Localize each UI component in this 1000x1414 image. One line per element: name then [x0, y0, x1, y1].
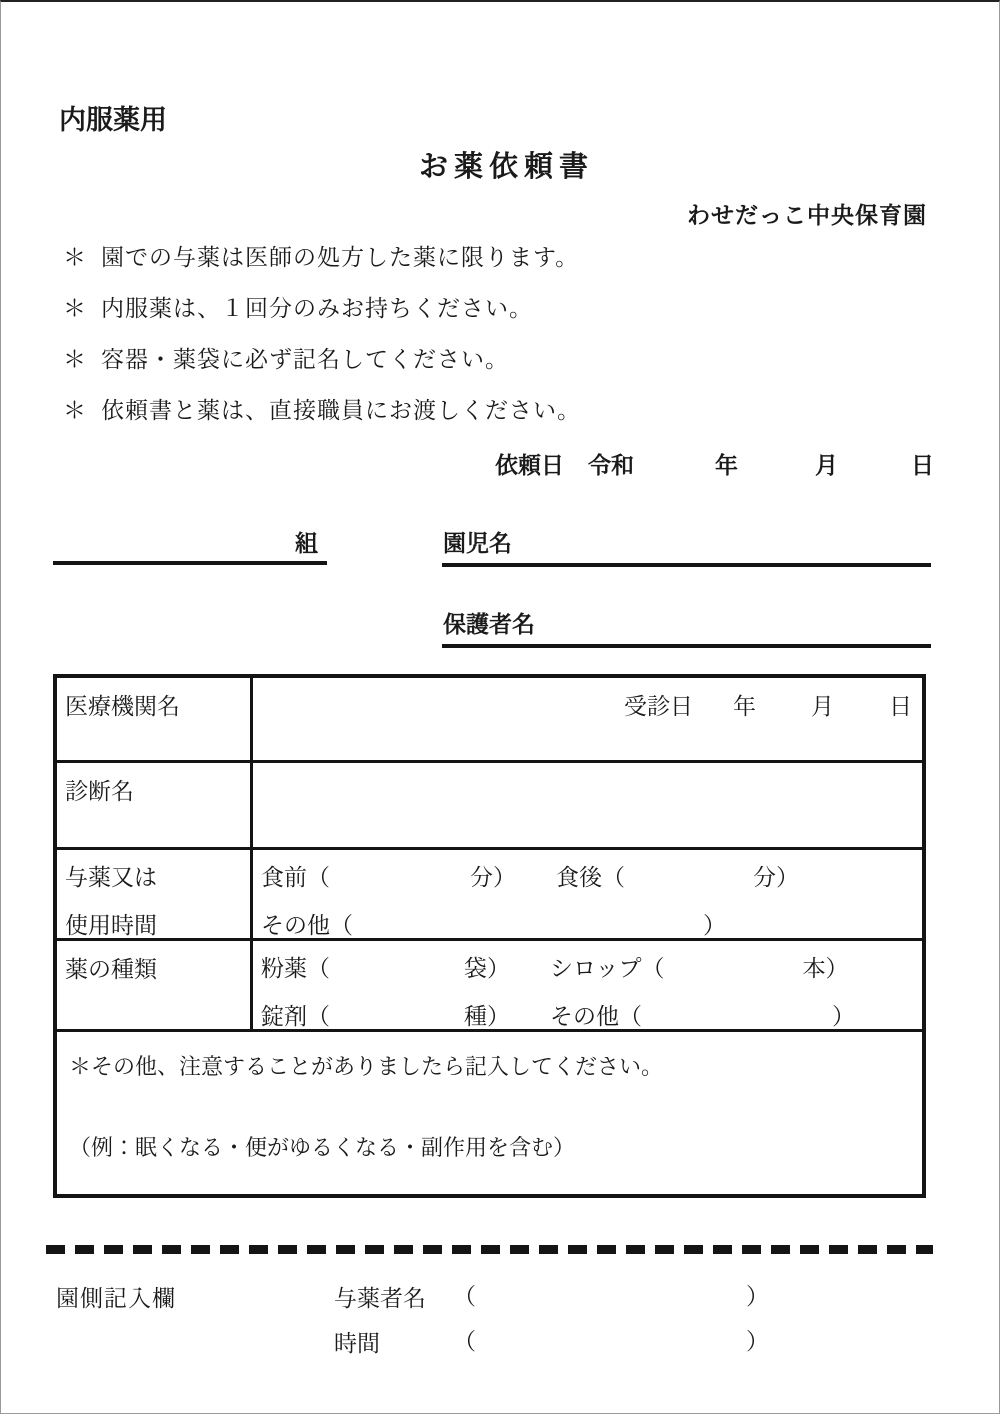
medical-table — [53, 674, 926, 1198]
timing-label-cell — [57, 850, 253, 941]
dashed-cut-line — [46, 1245, 933, 1254]
diagnosis-value-cell — [253, 763, 922, 850]
tablet-close: 種） — [464, 1004, 510, 1030]
before-meal-open: 食前（ — [261, 865, 330, 891]
guardian-name-fill-line — [442, 644, 931, 648]
visit-day-label: 日 — [889, 694, 912, 720]
after-meal-open: 食後（ — [556, 865, 625, 891]
visit-date-line — [253, 678, 922, 721]
medicine-type-label: 薬の種類 — [65, 957, 157, 983]
tablet-open: 錠剤（ — [261, 1004, 330, 1030]
institution-value-cell — [253, 678, 922, 763]
giver-name-label: 与薬者名 — [334, 1286, 426, 1312]
notes-line-2: （例：眠くなる・便がゆるくなる・副作用を含む） — [69, 1136, 576, 1161]
type-other-close: ） — [832, 1004, 855, 1030]
instruction-item — [63, 341, 763, 374]
institution-label: 医療機関名 — [65, 694, 180, 720]
class-label: 組 — [295, 531, 318, 557]
timing-other-close: ） — [703, 913, 726, 939]
instruction-text: 園での与薬は医師の処方した薬に限ります。 — [101, 245, 580, 271]
day-label: 日 — [911, 453, 934, 479]
timing-lines — [253, 850, 922, 950]
time-open-paren: （ — [453, 1329, 476, 1355]
giver-open-paren: （ — [453, 1284, 476, 1310]
child-name-fill-line — [442, 563, 931, 567]
timing-other-open: その他（ — [261, 913, 353, 939]
request-date-label: 依頼日 — [495, 453, 564, 479]
asterisk-bullet: ＊ — [63, 296, 86, 322]
giver-close-paren: ） — [746, 1284, 769, 1310]
month-label: 月 — [815, 453, 838, 479]
instruction-text: 内服薬は、１回分のみお持ちください。 — [101, 296, 533, 322]
diagnosis-label: 診断名 — [65, 779, 134, 805]
visit-month-label: 月 — [811, 694, 834, 720]
year-label: 年 — [715, 453, 738, 479]
organization-name: わせだっこ中央保育園 — [687, 203, 927, 229]
syrup-open: シロップ（ — [550, 956, 665, 982]
time-label: 時間 — [334, 1331, 380, 1357]
doc-type-label: 内服薬用 — [59, 105, 167, 136]
era-label: 令和 — [588, 453, 634, 479]
diagnosis-label-cell — [57, 763, 253, 850]
staff-section-label: 園側記入欄 — [56, 1286, 176, 1312]
page-title: お薬依頼書 — [419, 149, 595, 183]
medicine-type-line-1 — [261, 945, 922, 993]
syrup-close: 本） — [802, 956, 849, 982]
medicine-type-value-cell — [253, 941, 922, 1032]
instructions-list — [63, 239, 763, 443]
instruction-text: 依頼書と薬は、直接職員にお渡しください。 — [101, 398, 581, 424]
child-name-label: 園児名 — [443, 531, 512, 557]
notes-cell — [57, 1032, 922, 1194]
institution-label-cell — [57, 678, 253, 763]
instruction-text: 容器・薬袋に必ず記名してください。 — [101, 347, 509, 373]
visit-date-label: 受診日 — [624, 694, 693, 720]
after-meal-close: 分） — [753, 865, 799, 891]
medicine-type-label-cell — [57, 941, 253, 1032]
timing-label-line1: 与薬又は — [65, 865, 157, 891]
instruction-item — [63, 392, 763, 425]
asterisk-bullet: ＊ — [63, 347, 86, 373]
powder-open: 粉薬（ — [261, 956, 330, 982]
instruction-item — [63, 239, 763, 272]
powder-close: 袋） — [464, 956, 510, 982]
timing-label-line2: 使用時間 — [65, 913, 157, 939]
class-fill-line — [53, 561, 327, 565]
type-other-open: その他（ — [550, 1004, 642, 1030]
timing-line-1 — [261, 854, 922, 902]
timing-value-cell — [253, 850, 922, 941]
instruction-item — [63, 290, 763, 323]
medicine-type-lines — [253, 941, 922, 1041]
visit-year-label: 年 — [733, 694, 756, 720]
before-meal-close: 分） — [470, 865, 516, 891]
asterisk-bullet: ＊ — [63, 398, 86, 424]
time-close-paren: ） — [746, 1329, 769, 1355]
guardian-name-label: 保護者名 — [443, 612, 535, 638]
asterisk-bullet: ＊ — [63, 245, 86, 271]
notes-line-1: ＊その他、注意することがありましたら記入してください。 — [69, 1055, 664, 1080]
